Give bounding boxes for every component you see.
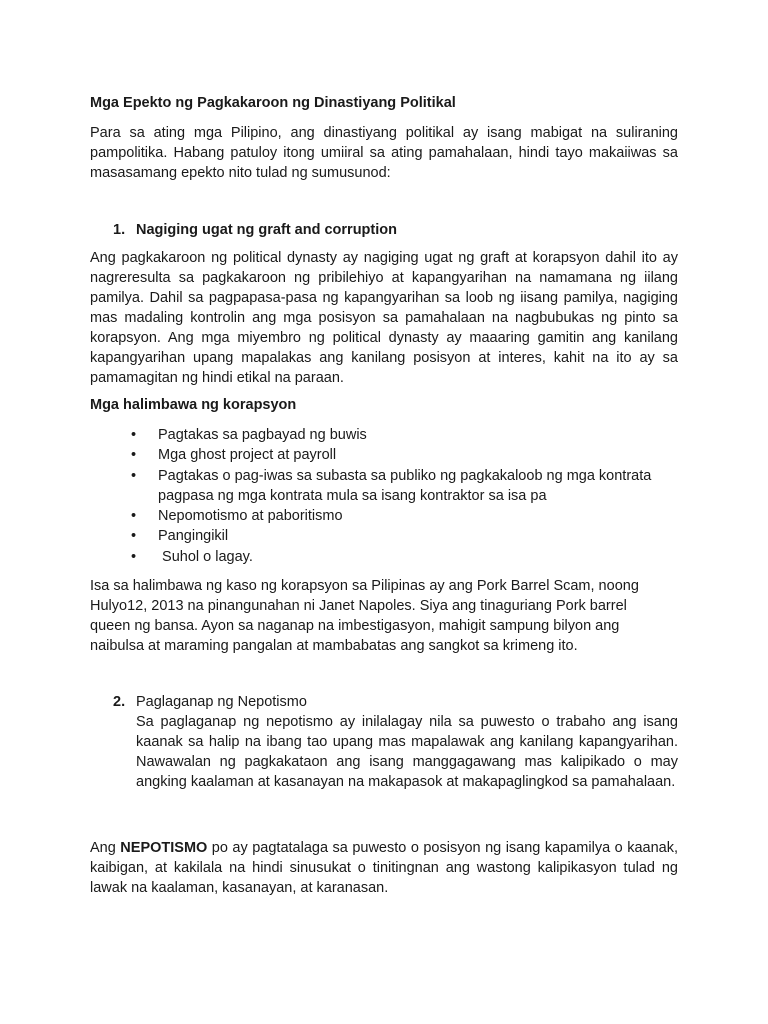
case-line: Hulyo12, 2013 na pinangunahan ni Janet Napoles. Siya ang tinaguriang Pork barrel xyxy=(90,598,627,614)
section-1-heading: Nagiging ugat ng graft and corruption xyxy=(136,222,397,238)
list-item xyxy=(131,506,680,526)
list-item-text: Pagtakas sa pagbayad ng buwis xyxy=(158,427,367,443)
section-1-body: Ang pagkakaroon ng political dynasty ay nagiging ugat ng graft at korapsyon dahil ito ay nagreresulta sa pagkakaroon ng pribilehiyo at kapangyarihan na namamana ng iilang pamilya. Dahil sa pagpapasa-pasa ng kapangyarihan sa loob ng iisang pamilya, nagiging mas madaling kontrolin ang mga posisyon sa pamahalaan na nagbubukas ng pinto sa korapsyon. Ang mga miyembro ng political dynasty ay maaaring gamitin ang kanilang kapangyarihan upang mapalakas ang kanilang posisyon at interes, kahit na ito ay sa pamamagitan ng hindi etikal na paraan. xyxy=(90,250,678,386)
list-item xyxy=(131,466,680,507)
nepotismo-definition xyxy=(90,838,678,898)
bullet-marker: • xyxy=(131,548,137,565)
document-title: Mga Epekto ng Pagkakaroon ng Dinastiyang Politikal xyxy=(90,95,456,111)
nepotismo-term: NEPOTISMO xyxy=(120,840,208,856)
section-2-heading: Paglaganap ng Nepotismo xyxy=(136,694,307,710)
case-line: Isa sa halimbawa ng kaso ng korapsyon sa Pilipinas ay ang Pork Barrel Scam, noong xyxy=(90,578,639,594)
section-2-number: 2. xyxy=(113,694,126,710)
list-item-text: Mga ghost project at payroll xyxy=(158,447,337,464)
list-item xyxy=(131,445,680,465)
list-item-text: Nepomotismo at paboritismo xyxy=(158,508,343,525)
case-line: queen ng bansa. Ayon sa naganap na imbestigasyon, mahigit sampung bilyon ang xyxy=(90,618,620,634)
bullet-marker: • xyxy=(131,447,137,464)
list-item-text: Pangingikil xyxy=(158,528,229,545)
list-item xyxy=(131,425,680,445)
intro-paragraph: Para sa ating mga Pilipino, ang dinastiyang politikal ay isang mabigat na suliraning pampolitika. Habang patuloy itong umiiral sa ating pamahalaan, hindi tayo makaiiwas sa masasamang epekto nito tulad ng sumusunod: xyxy=(90,125,678,181)
bullet-marker: • xyxy=(131,467,137,484)
bullet-marker: • xyxy=(131,528,137,545)
section-2-body: Sa paglaganap ng nepotismo ay inilalagay nila sa puwesto o trabaho ang isang kaanak sa halip na ibang tao upang mas mapalawak ang kanilang kapangyarihan. Nawawalan ng pagkakataon ang isang manggagawang mas kalipikado o may angking kaalaman at kasanayan na makapasok at makapaglingkod sa pamahalaan. xyxy=(136,714,678,790)
examples-heading: Mga halimbawa ng korapsyon xyxy=(90,397,297,413)
definition-text: po ay pagtatalaga sa puwesto o posisyon ng isang kapamilya o kaanak, kaibigan, at kakilala na hindi sinusukat o tinitingnan ang wastong kalipikasyon tulad ng lawak na kaalaman, kasanayan, at karanasan. xyxy=(90,840,678,896)
list-item-text: Pagtakas o pag-iwas sa subasta sa publiko ng pagkakaloob ng mga kontrata pagpasa ng mga kontrata mula sa isang kontraktor sa isa pa xyxy=(158,467,652,504)
examples-list-container xyxy=(131,425,680,567)
list-item xyxy=(131,526,680,546)
definition-lead: Ang xyxy=(90,840,121,856)
case-paragraph xyxy=(90,576,690,656)
bullet-marker: • xyxy=(131,508,137,525)
case-line: naibulsa at maraming pangalan at mambabatas ang sangkot sa krimeng ito. xyxy=(90,638,578,654)
examples-list xyxy=(131,425,680,567)
section-1-number: 1. xyxy=(113,222,126,238)
list-item-text: Suhol o lagay. xyxy=(158,548,253,565)
list-item xyxy=(131,547,680,567)
bullet-marker: • xyxy=(131,427,137,443)
